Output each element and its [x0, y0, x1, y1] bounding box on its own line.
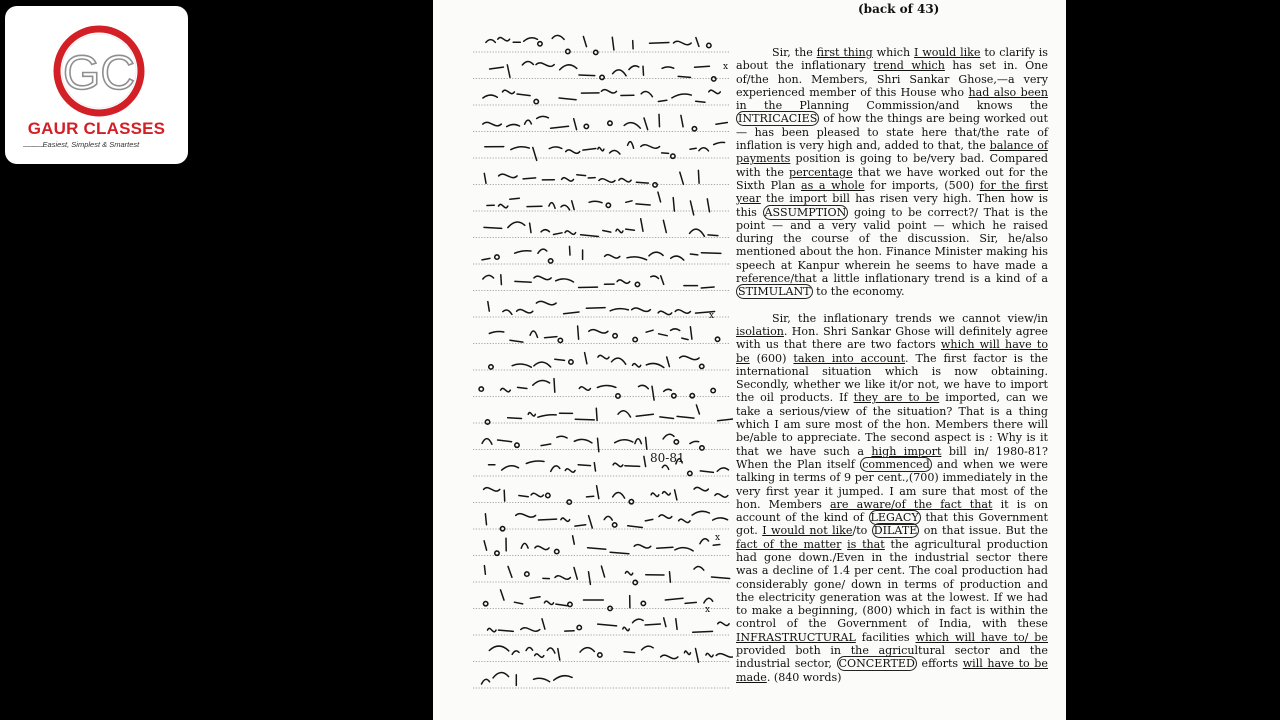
logo-brand-name: GAUR CLASSES	[27, 119, 166, 138]
shorthand-line	[488, 301, 715, 314]
text-segment: /to	[852, 524, 872, 538]
underlined-phrase: percentage	[789, 165, 853, 179]
text-segment: to the economy.	[812, 285, 905, 299]
text-segment: and when we were talking in terms of 9 per cent.,(700) immediately in the very first year it jumped. I am sure that most of the hon. Members	[736, 457, 1048, 511]
shorthand-line	[482, 246, 721, 263]
transcript-text	[736, 46, 1048, 684]
underlined-phrase: trend which	[873, 59, 945, 73]
text-segment: . The first factor is the international situation which is now obtaining. Secondly, whether we like it/or not, we have to import the oil products. If	[736, 351, 1048, 405]
annotation-x: x	[723, 62, 729, 72]
underlined-phrase: which will have to be	[736, 338, 1048, 365]
shorthand-line	[483, 90, 720, 104]
underlined-phrase: are aware/of the fact that	[829, 497, 993, 511]
annotation-x: x	[715, 533, 721, 543]
shorthand-page	[433, 0, 1066, 720]
shorthand-line	[488, 618, 730, 632]
gaur-classes-logo	[5, 6, 188, 164]
circled-word: commenced	[862, 457, 930, 471]
circled-word: INTRICACIES	[738, 112, 818, 126]
text-segment: Sir, the inflationary trends we cannot view/in	[772, 311, 1048, 325]
shorthand-line	[485, 511, 727, 531]
underlined-phrase: will have to be made	[736, 657, 1048, 684]
annotation-x: x	[709, 311, 715, 321]
text-segment: to clarify is about the inflationary	[736, 46, 1049, 73]
logo-tagline: ..................Easiest, Simplest & Smartest	[23, 140, 140, 149]
page-header: (back of 43)	[858, 2, 940, 16]
text-segment: position is going to be/very bad. Compared with the	[736, 152, 1048, 179]
shorthand-outlines	[433, 0, 733, 720]
text-segment: imported, can we take a serious/view of the situation? That is a thing which I am sure most of the hon. Members there will be/able to appreciate. The second aspect is : Why is it that we have such a	[736, 391, 1048, 458]
text-segment: which	[872, 46, 915, 59]
shorthand-line	[483, 114, 728, 131]
text-segment: it is on account of the kind of	[736, 497, 1049, 525]
underlined-phrase: as a whole	[800, 178, 865, 192]
underlined-phrase: they are to be	[853, 391, 940, 405]
shorthand-line	[483, 590, 712, 611]
underlined-phrase: for the first year	[736, 178, 1048, 206]
transcript-paragraph	[736, 46, 1048, 299]
transcript-paragraph	[736, 312, 1048, 684]
annotation-80-81: 80-81	[650, 451, 685, 465]
text-segment: bill in/ 1980-81? When the Plan itself	[736, 444, 1048, 471]
text-segment: on that issue. But the	[919, 524, 1048, 538]
text-segment: the agricultural production had gone down./Even in the industrial sector there was a decline of 1.4 per cent. The coal production had considerably gone/ down in terms of production and the electricity generation was at the lowest. If we had to make a beginning, (800) which in fact is within the control of the Government of India, with these	[736, 537, 1048, 631]
underlined-phrase: balance of payments	[736, 139, 1048, 166]
underlined-phrase: which will have to/ be	[915, 630, 1048, 644]
ruled-lines	[473, 52, 729, 688]
shorthand-line	[487, 192, 710, 215]
underlined-phrase: first thing	[816, 46, 873, 59]
circled-word: CONCERTED	[838, 657, 915, 671]
underlined-phrase: taken into account	[793, 351, 906, 365]
shorthand-line	[484, 486, 728, 504]
text-segment: provided both in the agricultural sector and the industrial sector,	[736, 644, 1048, 671]
underlined-phrase: had also been	[968, 85, 1048, 99]
underlined-phrase: isolation	[736, 324, 784, 338]
shorthand-line	[483, 275, 714, 288]
text-segment: for imports, (500)	[864, 178, 980, 192]
shorthand-line	[479, 379, 715, 400]
text-segment: that we have worked out for the Sixth Plan	[736, 165, 1048, 192]
circled-word: LEGACY	[870, 511, 919, 525]
underlined-phrase: INFRASTRUCTURAL	[736, 630, 856, 644]
shorthand-line	[486, 35, 711, 54]
circled-word: STIMULANT	[738, 285, 811, 299]
underlined-phrase: fact of the matter	[736, 537, 842, 551]
underlined-phrase: high import	[871, 444, 942, 458]
text-segment: . (840 words)	[766, 670, 842, 684]
underlined-phrase: I would like	[914, 46, 981, 59]
shorthand-line	[489, 353, 704, 369]
underlined-phrase: is that	[847, 537, 885, 551]
text-segment: of how the things are being worked out — has been pleased to state here that/the rate of inflation is very high and, added to that, the	[736, 112, 1048, 153]
text-segment: has set in. One of/the hon. Members, Shri Sankar Ghose,—a very experienced member of this House who	[736, 59, 1048, 99]
circled-word: DILATE	[873, 524, 918, 538]
text-segment: that this Government got.	[736, 511, 1048, 538]
shorthand-line	[489, 646, 733, 662]
text-segment: going to be correct?/ That is the point — and a very valid point — which he raised during the course of the discussion. Sir, he/also mentioned about the hon. Finance Minister making his speech at Kanpur wherein he seems to have made a reference/that a little inflationary trend is a kind of a	[736, 205, 1048, 286]
shorthand-line	[484, 219, 718, 237]
shorthand-line	[482, 673, 573, 686]
shorthand-line	[485, 142, 725, 161]
text-segment: Sir, the	[772, 46, 817, 59]
underlined-phrase: I would not like	[762, 524, 853, 538]
text-segment: the import bill has risen very high. Then how is this	[736, 192, 1048, 219]
shorthand-line	[485, 405, 733, 424]
circled-word: ASSUMPTION	[764, 205, 847, 219]
shorthand-line	[489, 456, 729, 475]
logo-initials: GC	[63, 47, 135, 100]
text-segment: facilities	[855, 630, 916, 644]
text-segment: . Hon. Shri Sankar Ghose will definitely agree with us that there are two factors	[736, 324, 1048, 352]
text-segment: efforts	[916, 657, 963, 671]
annotation-x: x	[705, 605, 711, 615]
text-segment: (600)	[749, 351, 794, 365]
shorthand-line	[482, 434, 704, 451]
shorthand-line	[484, 536, 720, 556]
shorthand-line	[489, 326, 719, 343]
pitman-strokes	[479, 35, 733, 685]
text-segment: in the Planning Commission/and knows the	[736, 99, 1048, 113]
